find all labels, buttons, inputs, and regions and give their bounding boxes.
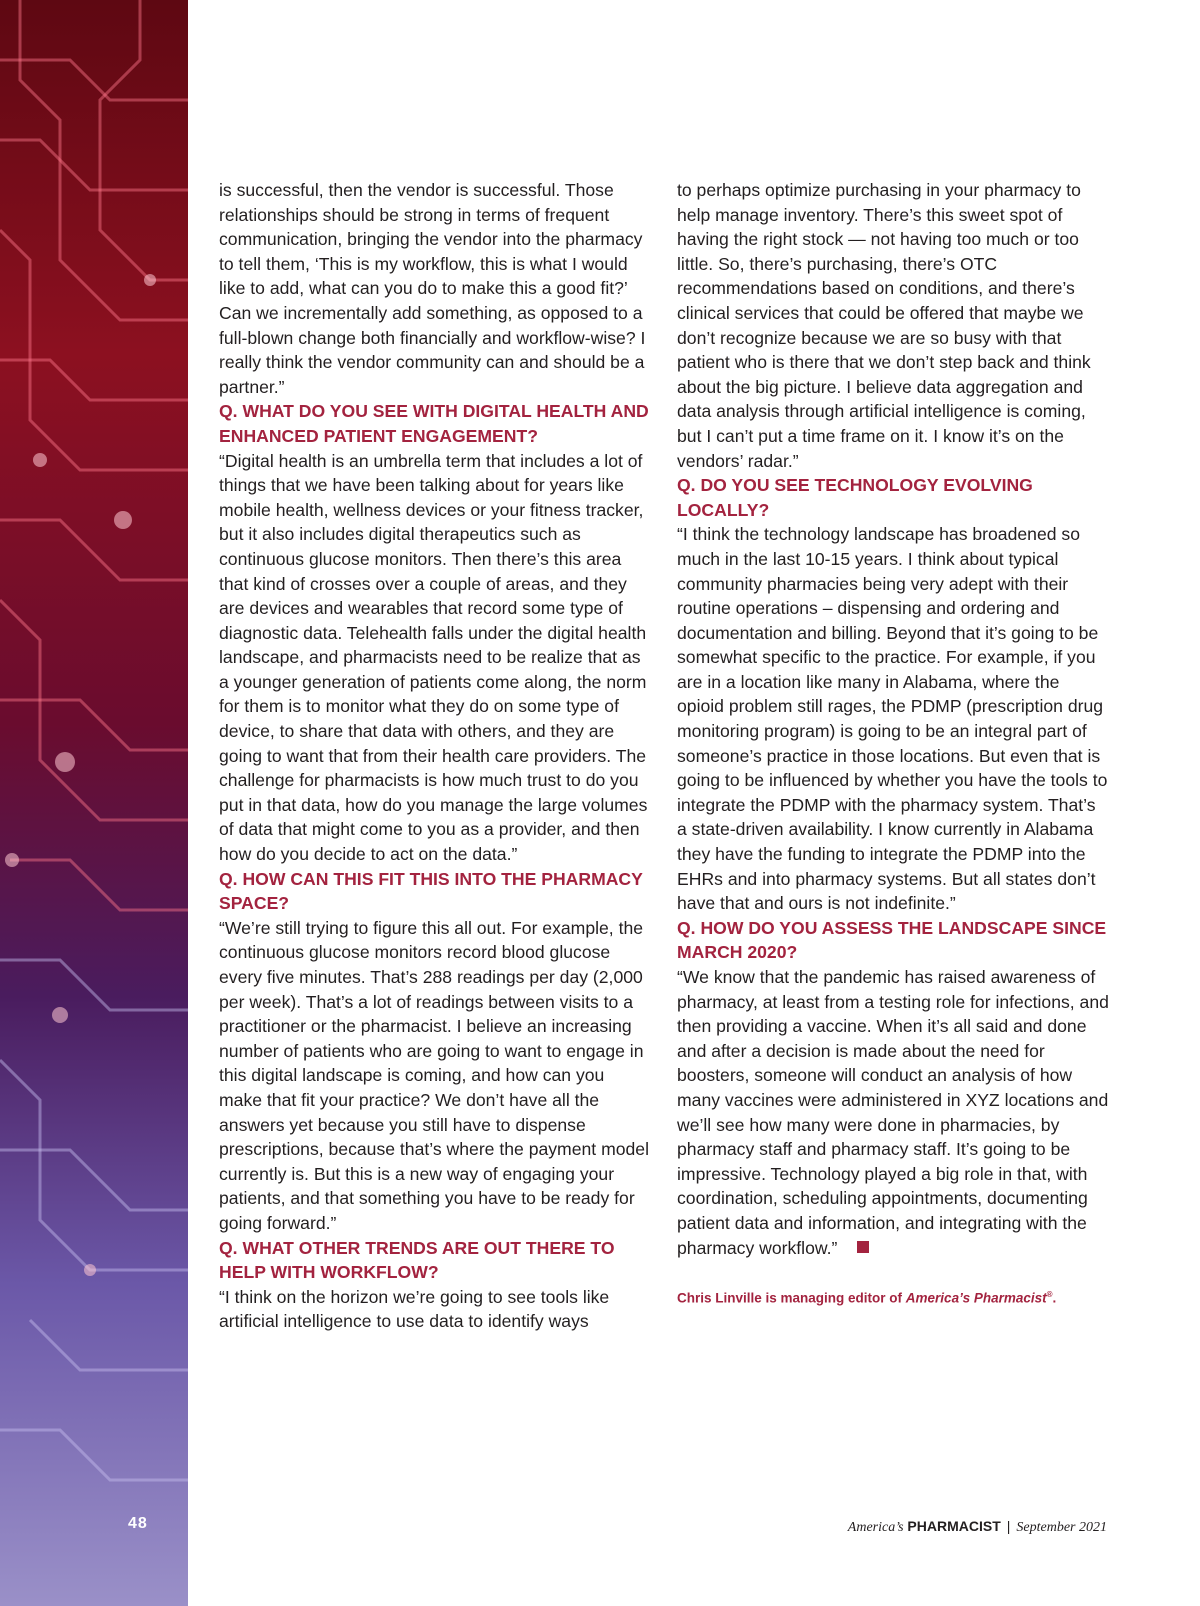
left-column [219,178,651,1334]
author-bio-text: Chris Linville is managing editor of [677,1290,906,1306]
body-paragraph: “I think on the horizon we’re going to see tools like artificial intelligence to use data to identify ways [219,1286,610,1332]
body-paragraph [677,965,1109,1260]
footer-magazine-caps: PHARMACIST [907,1518,1001,1534]
body-paragraph: is successful, then the vendor is successful. Those relationships should be strong in terms of frequent communication, bringing the vendor into the pharmacy to tell them, ‘This is my workflow, this is what I would like to add, what can you do to make this a good fit?’ Can we incrementally add something, as opposed to a full-blown change both financially and workflow-wise? I really think the vendor community can and should be a partner.” [219,180,646,397]
footer-magazine-italic: America’s [847,1520,904,1535]
body-paragraph: “We’re still trying to figure this all out. For example, the continuous glucose monitors record blood glucose every five minutes. That’s 288 readings per day (2,000 per week). That’s a lot of readings between visits to a practitioner or the pharmacist. I believe an increasing number of patients who are going to want to engage in this digital landscape is coming, and how can you make that fit your practice? We don’t have all the answers yet because you still have to dispense prescriptions, because that’s where the payment model currently is. But this is a new way of engaging your patients, and that something you have to be ready for going forward.” [219,917,649,1233]
body-paragraph: to perhaps optimize purchasing in your pharmacy to help manage inventory. There’s this sweet spot of having the right stock — not having too much or too little. So, there’s purchasing, there’s OTC recommendations based on conditions, and there’s clinical services that could be offered that maybe we don’t recognize because we are so busy with that patient who is there that we don’t step back and think about the big picture. I believe data aggregation and data analysis through artificial intelligence is coming, but I can’t put a time frame on it. I know it’s on the vendors’ radar.” [677,180,1091,471]
end-mark-icon [857,1241,869,1253]
question-heading: Q. HOW DO YOU ASSESS THE LANDSCAPE SINCE MARCH 2020? [677,917,1107,963]
author-bio-period: . [1052,1290,1057,1306]
body-paragraph: “I think the technology landscape has broadened so much in the last 10-15 years. I think about typical community pharmacies being very adept with their routine operations – dispensing and ordering and documentation and billing. Beyond that it’s going to be somewhat specific to the practice. For example, if you are in a location like many in Alabama, where the opioid problem still rages, the PDMP (prescription drug monitoring program) is going to be an integral part of someone’s practice in those locations. But even that is going to be influenced by whether you have the tools to integrate the PDMP with the pharmacy system. That’s a state-driven availability. I know currently in Alabama they have the funding to integrate the PDMP into the EHRs and into pharmacy systems. But all states don’t have that and ours is not indefinite.” [677,524,1108,914]
question-heading: Q. DO YOU SEE TECHNOLOGY EVOLVING LOCALLY? [677,475,1033,520]
footer-issue-date: September 2021 [1016,1520,1107,1535]
registered-mark: ® [1046,1290,1053,1300]
circuit-traces-graphic [0,0,188,1606]
question-heading: Q. WHAT OTHER TRENDS ARE OUT THERE TO HELP WITH WORKFLOW? [219,1237,615,1283]
footer-separator: | [1006,1518,1011,1534]
author-bio-magazine: America’s Pharmacist [905,1290,1047,1306]
circuit-board-art [0,0,188,1606]
question-heading: Q. WHAT DO YOU SEE WITH DIGITAL HEALTH AND ENHANCED PATIENT ENGAGEMENT? [219,401,649,446]
body-paragraph: “Digital health is an umbrella term that includes a lot of things that we have been talking about for years like mobile health, wellness devices or your fitness tracker, but it also includes digital therapeutics such as continuous glucose monitors. Then there’s this area that kind of crosses over a couple of areas, and they are devices and wearables that record some type of diagnostic data. Telehealth falls under the digital health landscape, and pharmacists need to be realize that as a younger generation of patients come along, the norm for them is to monitor what they do on some type of device, to share that data with others, and they are going to want that from their health care providers. The challenge for pharmacists is how much trust to do you put in that data, how do you manage the large volumes of data that might come to you as a provider, and then how do you decide to act on the data.” [219,450,648,865]
right-column [677,178,1109,1308]
page-footer [848,1518,1107,1536]
closing-paragraph-text: “We know that the pandemic has raised awareness of pharmacy, at least from a testing role for infections, and then providing a vaccine. When it’s all said and done and after a decision is made about the need for boosters, someone will conduct an analysis of how many vaccines were administered in XYZ locations and we’ll see how many were done in pharmacies, by pharmacy staff and pharmacy staff. It’s going to be impressive. Technology played a big role in that, with coordination, scheduling appointments, documenting patient data and information, and integrating with the pharmacy workflow.” [677,967,1109,1258]
question-heading: Q. HOW CAN THIS FIT THIS INTO THE PHARMACY SPACE? [219,868,643,914]
page-number: 48 [128,1515,148,1532]
author-bio [677,1286,1109,1308]
